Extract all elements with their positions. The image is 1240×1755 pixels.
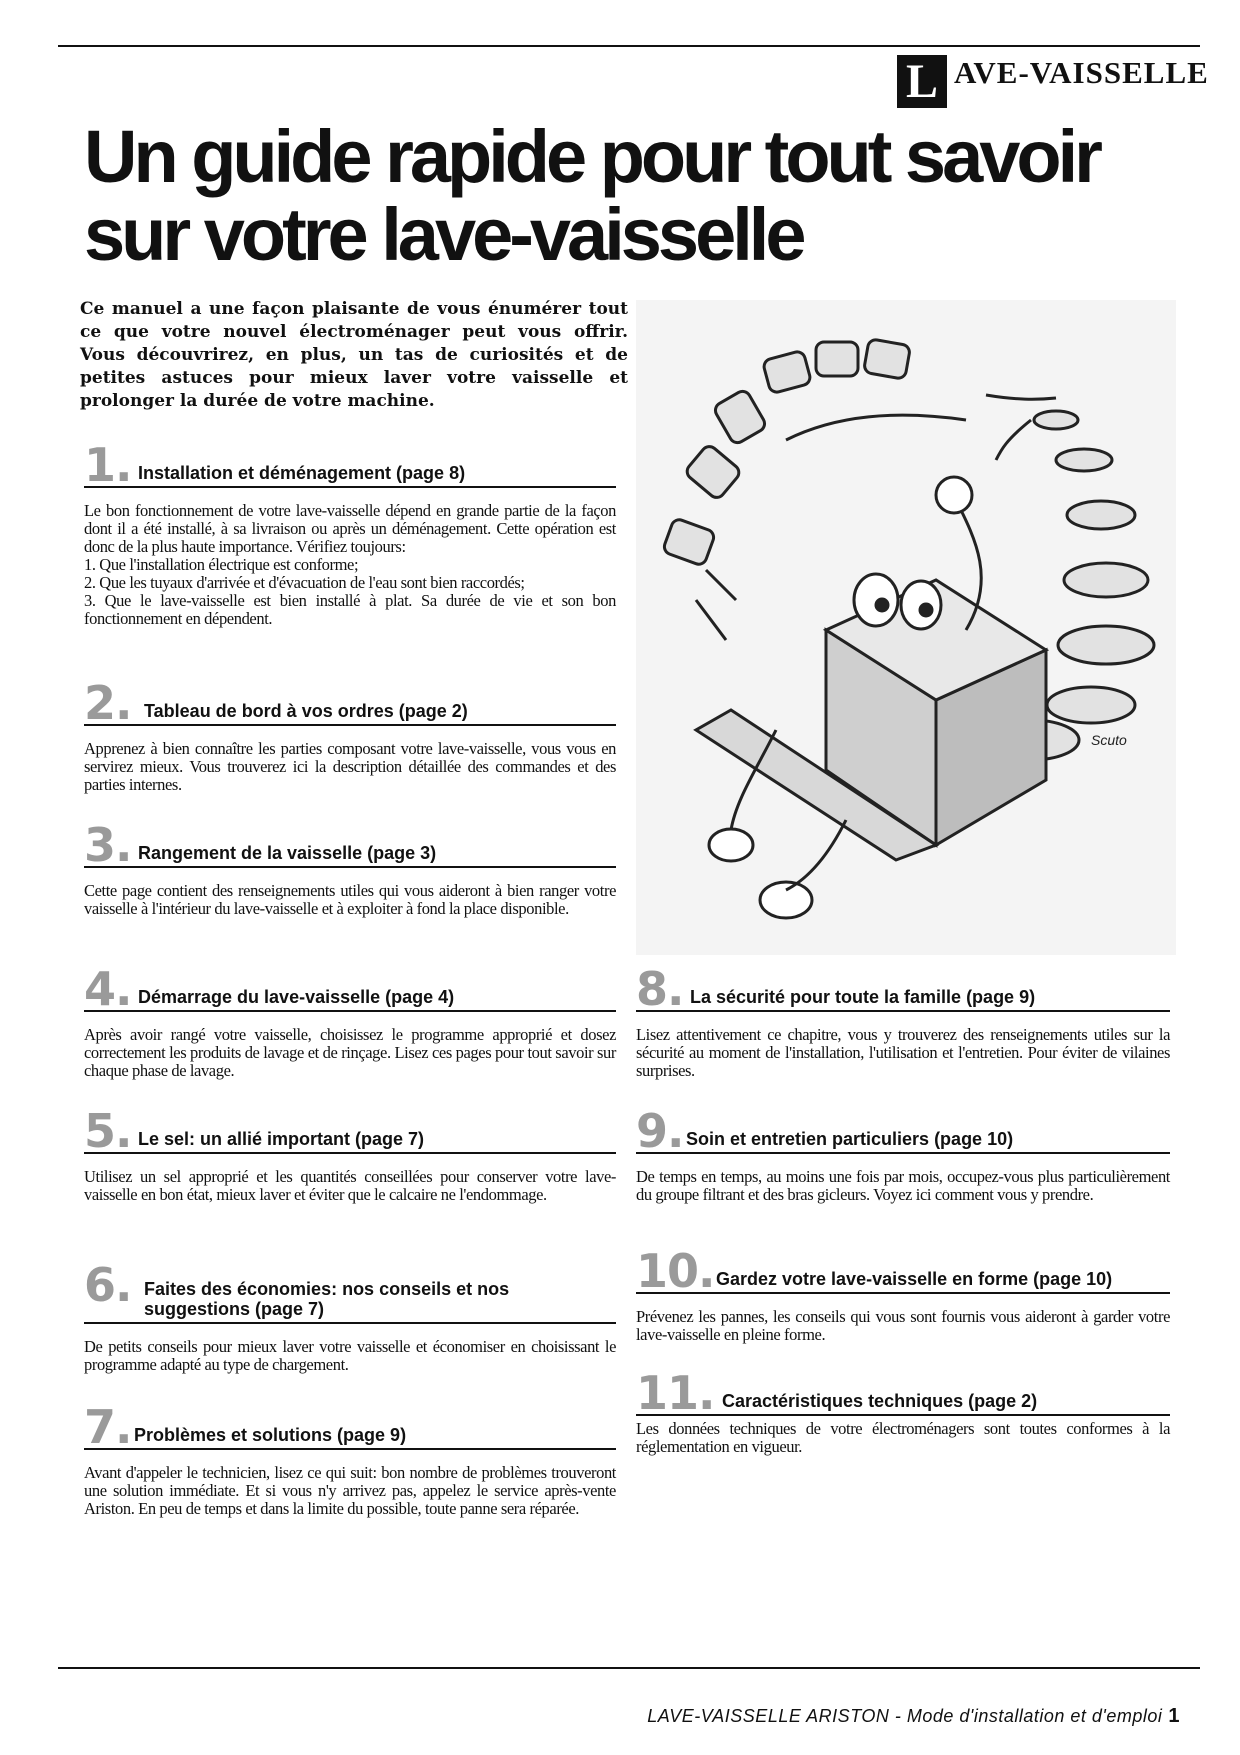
section-header	[84, 676, 616, 730]
section-title: Rangement de la vaisselle (page 3)	[138, 843, 437, 863]
section-number: 9.	[636, 1104, 684, 1158]
page-title	[84, 115, 1204, 276]
text-line: Apprenez à bien connaître les parties composant votre lave-vaisselle, vous vous en servirez mieux. Vous trouverez ici la description détaillée des commandes et des parties internes.	[84, 739, 616, 794]
section-text	[636, 1026, 1170, 1080]
text-line: 3. Que le lave-vaisselle est bien installé à plat. Sa durée de vie et son bon fonctionnement en dépendent.	[84, 591, 616, 628]
section-title: Faites des économies: nos conseils et nos suggestions (page 7)	[144, 1279, 510, 1319]
section-number: 6.	[84, 1258, 132, 1312]
text-line: Le bon fonctionnement de votre lave-vaisselle dépend en grande partie de la façon dont il a été installé, à sa livraison ou après un déménagement. Cette opération est donc de la plus haute importance. Vérifiez toujours:	[84, 501, 616, 556]
section-header	[636, 1244, 1170, 1298]
section-title: Caractéristiques techniques (page 2)	[722, 1391, 1038, 1411]
section-number: 3.	[84, 818, 132, 872]
section-text	[84, 1026, 616, 1080]
section-title: Soin et entretien particuliers (page 10)	[686, 1129, 1014, 1149]
footer-rule	[58, 1667, 1200, 1669]
section-3	[84, 818, 616, 918]
footer-text: LAVE-VAISSELLE ARISTON - Mode d'installation et d'emploi	[647, 1706, 1163, 1726]
header-rule	[58, 45, 1200, 47]
section-title: Gardez votre lave-vaisselle en forme (page 10)	[716, 1269, 1113, 1289]
section-10	[636, 1244, 1170, 1344]
text-line: De petits conseils pour mieux laver votre vaisselle et économiser en choisissant le programme adapté au type de chargement.	[84, 1337, 616, 1374]
text-line: 1. Que l'installation électrique est conforme;	[84, 555, 359, 574]
section-5	[84, 1104, 616, 1204]
page-number: 1	[1168, 1705, 1180, 1727]
section-number: 4.	[84, 962, 132, 1016]
section-1	[84, 438, 616, 628]
text-line: Cette page contient des renseignements utiles qui vous aideront à bien ranger votre vaisselle à l'intérieur du lave-vaisselle et à exploiter à fond la place disponible.	[84, 881, 616, 918]
text-line: 2. Que les tuyaux d'arrivée et d'évacuation de l'eau sont bien raccordés;	[84, 573, 525, 592]
title-line-2: sur votre lave-vaisselle	[84, 193, 803, 276]
section-4	[84, 962, 616, 1080]
page-footer	[647, 1705, 1180, 1728]
section-number: 10.	[636, 1244, 715, 1298]
section-6	[84, 1258, 616, 1374]
section-text	[636, 1308, 1170, 1344]
header-letter-badge: L	[897, 55, 947, 108]
section-text	[636, 1168, 1170, 1204]
section-text	[84, 882, 616, 918]
section-header	[84, 1104, 616, 1158]
section-number: 2.	[84, 676, 132, 730]
text-line: Lisez attentivement ce chapitre, vous y trouverez des renseignements utiles sur la sécurité au moment de l'installation, l'utilisation et l'entretien. Pour éviter de vilaines surprises.	[636, 1025, 1170, 1080]
text-line: Avant d'appeler le technicien, lisez ce qui suit: bon nombre de problèmes trouveront une solution immédiate. Et si vous n'y arrivez pas, appelez le service après-vente Ariston. En peu de temps et dans la limite du possible, toute panne sera réparée.	[84, 1463, 616, 1518]
section-header	[84, 1258, 616, 1324]
section-text	[84, 502, 616, 628]
section-number: 5.	[84, 1104, 132, 1158]
text-line: Les données techniques de votre électroménagers sont toutes conformes à la réglementation en vigueur.	[636, 1419, 1170, 1456]
section-number: 11.	[636, 1366, 715, 1420]
section-text	[636, 1420, 1170, 1456]
text-line: Après avoir rangé votre vaisselle, choisissez le programme approprié et dosez correctement les produits de lavage et de rinçage. Lisez ces pages pour tout savoir sur chaque phase de lavage.	[84, 1025, 616, 1080]
section-number: 7.	[84, 1400, 132, 1454]
text-line: Utilisez un sel approprié et les quantités conseillées pour conserver votre lave-vaisselle en bon état, mieux laver et éviter que le calcaire ne l'endommage.	[84, 1167, 616, 1204]
section-header	[84, 438, 616, 492]
section-text	[84, 1464, 616, 1518]
section-number: 1.	[84, 438, 132, 492]
intro-paragraph: Ce manuel a une façon plaisante de vous énumérer tout ce que votre nouvel électroménager peut vous offrir. Vous découvrirez, en plus, un tas de curiosités et de petites astuces pour mieux laver votre vaisselle et prolonger la durée de votre machine.	[80, 299, 628, 411]
header-label: AVE-VAISSELLE	[954, 55, 1209, 90]
dishwasher-cartoon-illustration	[636, 300, 1176, 955]
section-header	[84, 962, 616, 1016]
section-header	[636, 1104, 1170, 1158]
text-line: Prévenez les pannes, les conseils qui vous sont fournis vous aideront à garder votre lave-vaisselle en pleine forme.	[636, 1307, 1170, 1344]
section-header	[636, 962, 1170, 1016]
section-7	[84, 1400, 616, 1518]
section-title: Démarrage du lave-vaisselle (page 4)	[138, 987, 455, 1007]
section-header	[84, 818, 616, 872]
section-text	[84, 1168, 616, 1204]
section-title: Problèmes et solutions (page 9)	[134, 1425, 407, 1445]
section-number: 8.	[636, 962, 684, 1016]
section-title: La sécurité pour toute la famille (page 9)	[690, 987, 1036, 1007]
illustration-signature: Scuto	[1091, 732, 1127, 748]
title-line-1: Un guide rapide pour tout savoir	[84, 115, 1099, 198]
text-line: De temps en temps, au moins une fois par mois, occupez-vous plus particulièrement du groupe filtrant et des bras gicleurs. Voyez ici comment vous y prendre.	[636, 1167, 1170, 1204]
section-header	[84, 1400, 616, 1454]
section-2	[84, 676, 616, 794]
section-title: Installation et déménagement (page 8)	[138, 463, 466, 483]
section-text	[84, 740, 616, 794]
section-11	[636, 1366, 1170, 1456]
section-title: Le sel: un allié important (page 7)	[138, 1129, 425, 1149]
section-title: Tableau de bord à vos ordres (page 2)	[144, 701, 468, 721]
section-9	[636, 1104, 1170, 1204]
section-8	[636, 962, 1170, 1080]
section-text	[84, 1338, 616, 1374]
section-header	[636, 1366, 1170, 1420]
